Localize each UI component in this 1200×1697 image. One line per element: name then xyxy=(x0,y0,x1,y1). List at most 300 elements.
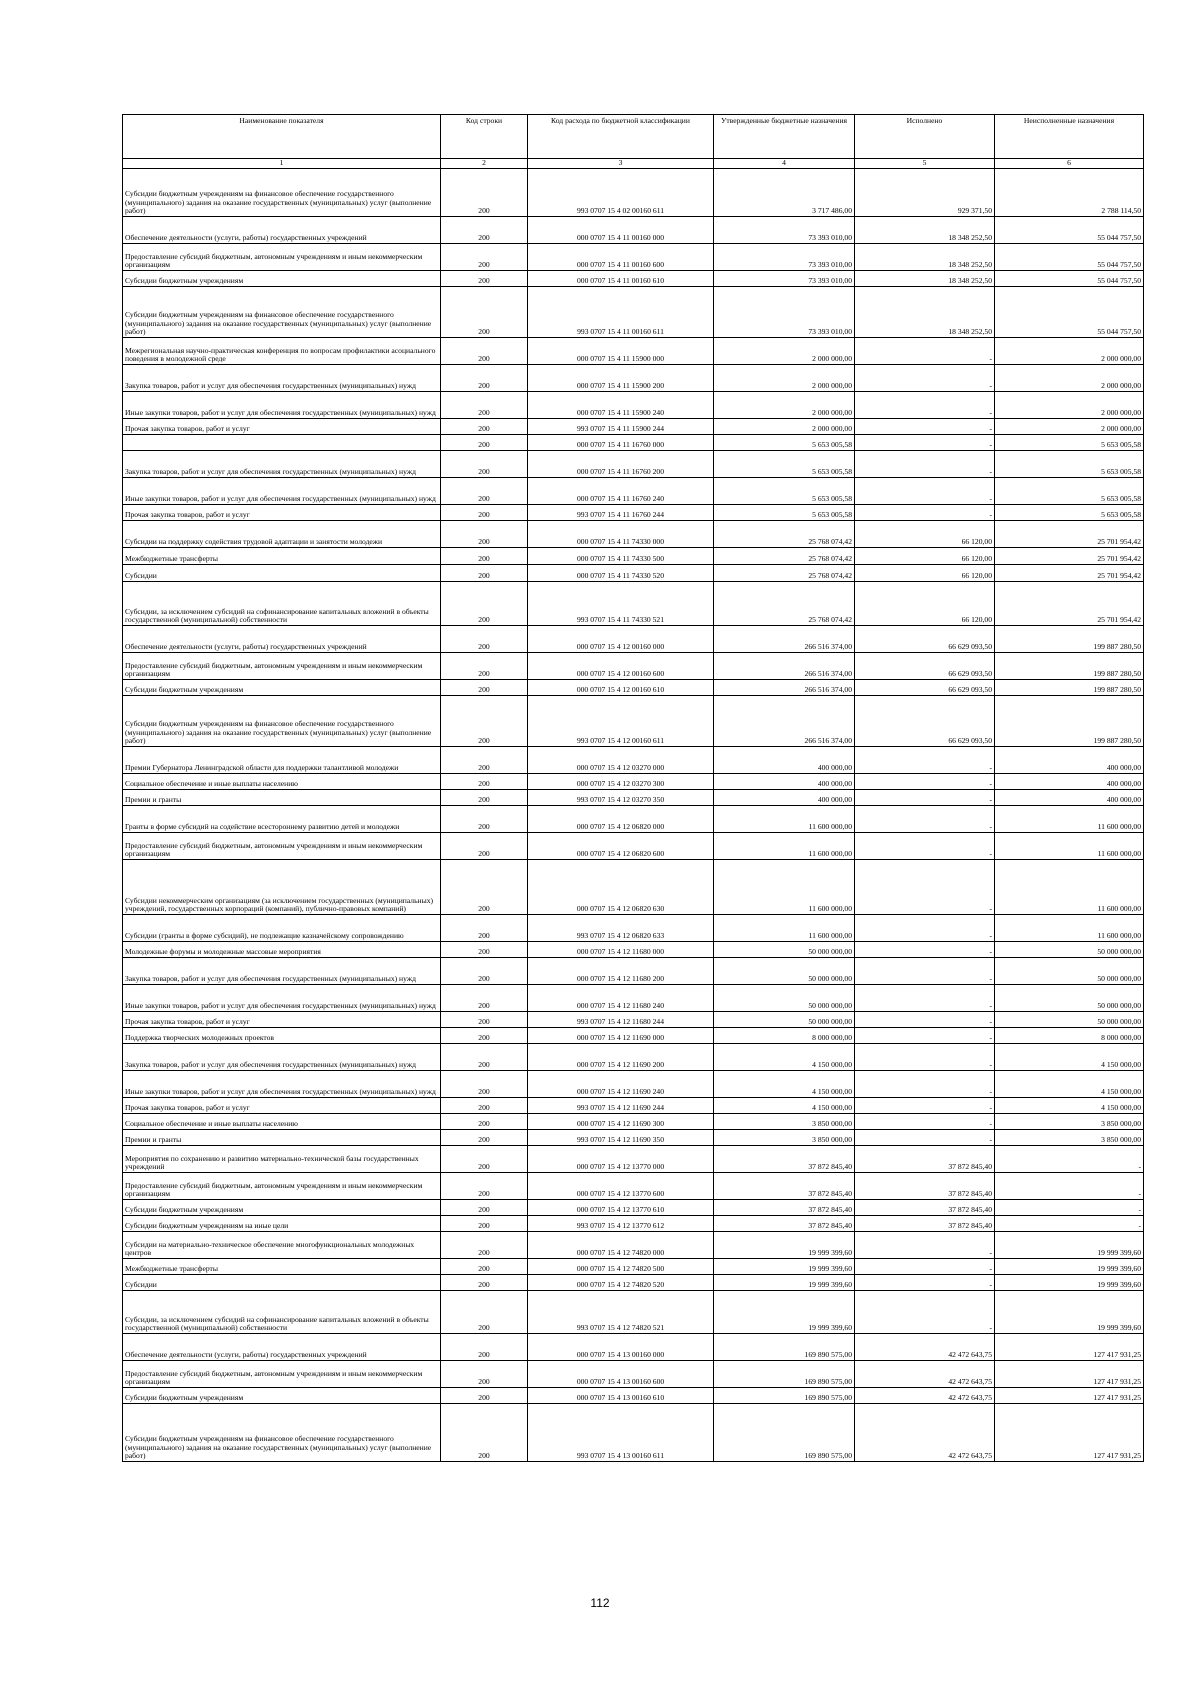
row-executed-amount: - xyxy=(855,747,995,774)
row-executed-amount: - xyxy=(855,451,995,478)
table-row xyxy=(123,626,1144,653)
table-row xyxy=(123,1259,1144,1275)
row-indicator-name: Закупка товаров, работ и услуг для обеспечения государственных (муниципальных) нужд xyxy=(123,365,441,392)
table-row xyxy=(123,1334,1144,1361)
row-executed-amount: - xyxy=(855,1028,995,1044)
row-approved-amount: 73 393 010,00 xyxy=(714,217,855,244)
row-unexecuted-amount: 4 150 000,00 xyxy=(995,1071,1144,1098)
row-indicator-name: Прочая закупка товаров, работ и услуг xyxy=(123,1098,441,1114)
row-unexecuted-amount: 55 044 757,50 xyxy=(995,287,1144,338)
row-unexecuted-amount: 25 701 954,42 xyxy=(995,521,1144,548)
row-executed-amount: 929 371,50 xyxy=(855,169,995,217)
row-line-code: 200 xyxy=(441,451,528,478)
row-approved-amount: 37 872 845,40 xyxy=(714,1173,855,1200)
table-row xyxy=(123,338,1144,365)
table-body xyxy=(123,169,1144,1462)
row-unexecuted-amount: 25 701 954,42 xyxy=(995,582,1144,626)
row-approved-amount: 400 000,00 xyxy=(714,790,855,806)
table-row xyxy=(123,806,1144,833)
row-line-code: 200 xyxy=(441,271,528,287)
table-row xyxy=(123,1012,1144,1028)
table-row xyxy=(123,1098,1144,1114)
row-indicator-name: Межбюджетные трансферты xyxy=(123,548,441,565)
row-unexecuted-amount: 3 850 000,00 xyxy=(995,1130,1144,1146)
row-budget-classification-code: 000 0707 15 4 11 00160 610 xyxy=(528,271,714,287)
row-indicator-name: Субсидии, за исключением субсидий на софинансирование капитальных вложений в объекты государственной (муниципальной) собственности xyxy=(123,1291,441,1334)
row-indicator-name: Закупка товаров, работ и услуг для обеспечения государственных (муниципальных) нужд xyxy=(123,451,441,478)
table-row xyxy=(123,985,1144,1012)
row-indicator-name: Обеспечение деятельности (услуги, работы) государственных учреждений xyxy=(123,217,441,244)
row-indicator-name: Закупка товаров, работ и услуг для обеспечения государственных (муниципальных) нужд xyxy=(123,1044,441,1071)
row-indicator-name: Субсидии бюджетным учреждениям на финансовое обеспечение государственного (муниципального) задания на оказание государственных (муниципальных) услуг (выполнение работ) xyxy=(123,287,441,338)
row-indicator-name: Межбюджетные трансферты xyxy=(123,1259,441,1275)
row-unexecuted-amount: 25 701 954,42 xyxy=(995,565,1144,582)
row-line-code: 200 xyxy=(441,582,528,626)
row-line-code: 200 xyxy=(441,833,528,860)
row-indicator-name: Мероприятия по сохранению и развитию материально-технической базы государственных учреждений xyxy=(123,1146,441,1173)
row-indicator-name: Иные закупки товаров, работ и услуг для обеспечения государственных (муниципальных) нужд xyxy=(123,1071,441,1098)
row-approved-amount: 19 999 399,60 xyxy=(714,1275,855,1291)
table-row xyxy=(123,478,1144,505)
row-budget-classification-code: 000 0707 15 4 12 74820 520 xyxy=(528,1275,714,1291)
row-approved-amount: 73 393 010,00 xyxy=(714,244,855,271)
row-executed-amount: - xyxy=(855,392,995,419)
table-row xyxy=(123,1071,1144,1098)
table-row xyxy=(123,1361,1144,1388)
row-executed-amount: 18 348 252,50 xyxy=(855,244,995,271)
row-budget-classification-code: 000 0707 15 4 12 00160 000 xyxy=(528,626,714,653)
row-unexecuted-amount: - xyxy=(995,1146,1144,1173)
row-budget-classification-code: 000 0707 15 4 12 03270 300 xyxy=(528,774,714,790)
row-unexecuted-amount: 199 887 280,50 xyxy=(995,653,1144,680)
row-unexecuted-amount: - xyxy=(995,1173,1144,1200)
row-executed-amount: - xyxy=(855,419,995,435)
row-executed-amount: - xyxy=(855,985,995,1012)
table-row xyxy=(123,217,1144,244)
row-indicator-name: Предоставление субсидий бюджетным, автономным учреждениям и иным некоммерческим организациям xyxy=(123,653,441,680)
row-approved-amount: 169 890 575,00 xyxy=(714,1404,855,1462)
row-approved-amount: 11 600 000,00 xyxy=(714,860,855,915)
row-unexecuted-amount: 2 788 114,50 xyxy=(995,169,1144,217)
row-executed-amount: - xyxy=(855,860,995,915)
row-line-code: 200 xyxy=(441,565,528,582)
header-budget-classification-code: Код расхода по бюджетной классификации xyxy=(528,115,714,159)
row-approved-amount: 50 000 000,00 xyxy=(714,942,855,958)
row-unexecuted-amount: 11 600 000,00 xyxy=(995,833,1144,860)
row-approved-amount: 73 393 010,00 xyxy=(714,287,855,338)
row-approved-amount: 266 516 374,00 xyxy=(714,626,855,653)
table-row xyxy=(123,1200,1144,1216)
row-indicator-name: Субсидии бюджетным учреждениям xyxy=(123,271,441,287)
row-line-code: 200 xyxy=(441,774,528,790)
row-line-code: 200 xyxy=(441,217,528,244)
row-line-code: 200 xyxy=(441,169,528,217)
row-executed-amount: 66 120,00 xyxy=(855,582,995,626)
table-row xyxy=(123,696,1144,747)
row-unexecuted-amount: 199 887 280,50 xyxy=(995,626,1144,653)
row-line-code: 200 xyxy=(441,626,528,653)
table-row xyxy=(123,565,1144,582)
table-row xyxy=(123,1028,1144,1044)
row-budget-classification-code: 000 0707 15 4 12 11680 200 xyxy=(528,958,714,985)
row-approved-amount: 2 000 000,00 xyxy=(714,392,855,419)
row-budget-classification-code: 000 0707 15 4 11 16760 240 xyxy=(528,478,714,505)
row-budget-classification-code: 000 0707 15 4 12 11690 300 xyxy=(528,1114,714,1130)
row-approved-amount: 8 000 000,00 xyxy=(714,1028,855,1044)
row-indicator-name: Межрегиональная научно-практическая конференция по вопросам профилактики асоциального поведения в молодежной среде xyxy=(123,338,441,365)
row-approved-amount: 25 768 074,42 xyxy=(714,548,855,565)
row-unexecuted-amount: 50 000 000,00 xyxy=(995,1012,1144,1028)
row-indicator-name: Иные закупки товаров, работ и услуг для обеспечения государственных (муниципальных) нужд xyxy=(123,478,441,505)
row-indicator-name: Субсидии xyxy=(123,1275,441,1291)
row-executed-amount: - xyxy=(855,1130,995,1146)
header-approved-appropriations: Утвержденные бюджетные назначения xyxy=(714,115,855,159)
row-unexecuted-amount: 127 417 931,25 xyxy=(995,1388,1144,1404)
row-executed-amount: 42 472 643,75 xyxy=(855,1404,995,1462)
row-approved-amount: 19 999 399,60 xyxy=(714,1232,855,1259)
table-row xyxy=(123,1114,1144,1130)
row-line-code: 200 xyxy=(441,653,528,680)
row-unexecuted-amount: 55 044 757,50 xyxy=(995,217,1144,244)
table-row xyxy=(123,1388,1144,1404)
column-number: 1 xyxy=(123,159,441,169)
row-unexecuted-amount: 5 653 005,58 xyxy=(995,451,1144,478)
row-line-code: 200 xyxy=(441,915,528,942)
table-row xyxy=(123,582,1144,626)
row-budget-classification-code: 000 0707 15 4 12 06820 630 xyxy=(528,860,714,915)
row-indicator-name: Прочая закупка товаров, работ и услуг xyxy=(123,505,441,521)
row-line-code: 200 xyxy=(441,505,528,521)
row-budget-classification-code: 000 0707 15 4 12 13770 600 xyxy=(528,1173,714,1200)
row-approved-amount: 400 000,00 xyxy=(714,774,855,790)
row-budget-classification-code: 000 0707 15 4 13 00160 600 xyxy=(528,1361,714,1388)
table-row xyxy=(123,451,1144,478)
row-budget-classification-code: 000 0707 15 4 12 13770 610 xyxy=(528,1200,714,1216)
row-indicator-name: Субсидии бюджетным учреждениям xyxy=(123,1200,441,1216)
row-budget-classification-code: 000 0707 15 4 11 74330 520 xyxy=(528,565,714,582)
row-executed-amount: 42 472 643,75 xyxy=(855,1361,995,1388)
table-row xyxy=(123,392,1144,419)
row-line-code: 200 xyxy=(441,1259,528,1275)
row-line-code: 200 xyxy=(441,1098,528,1114)
row-unexecuted-amount: 55 044 757,50 xyxy=(995,271,1144,287)
table-row xyxy=(123,271,1144,287)
row-indicator-name: Субсидии бюджетным учреждениям xyxy=(123,680,441,696)
row-budget-classification-code: 000 0707 15 4 13 00160 610 xyxy=(528,1388,714,1404)
table-row xyxy=(123,860,1144,915)
row-line-code: 200 xyxy=(441,860,528,915)
row-approved-amount: 3 717 486,00 xyxy=(714,169,855,217)
row-unexecuted-amount: 50 000 000,00 xyxy=(995,942,1144,958)
row-line-code: 200 xyxy=(441,1071,528,1098)
row-unexecuted-amount: 11 600 000,00 xyxy=(995,915,1144,942)
row-indicator-name: Премии Губернатора Ленинградской области для поддержки талантливой молодежи xyxy=(123,747,441,774)
row-unexecuted-amount: 2 000 000,00 xyxy=(995,338,1144,365)
row-budget-classification-code: 000 0707 15 4 13 00160 000 xyxy=(528,1334,714,1361)
row-executed-amount: 66 629 093,50 xyxy=(855,626,995,653)
row-line-code: 200 xyxy=(441,985,528,1012)
row-executed-amount: 37 872 845,40 xyxy=(855,1173,995,1200)
row-budget-classification-code: 000 0707 15 4 12 11690 240 xyxy=(528,1071,714,1098)
row-indicator-name: Социальное обеспечение и иные выплаты населению xyxy=(123,1114,441,1130)
row-budget-classification-code: 000 0707 15 4 12 06820 600 xyxy=(528,833,714,860)
row-approved-amount: 50 000 000,00 xyxy=(714,958,855,985)
row-approved-amount: 4 150 000,00 xyxy=(714,1071,855,1098)
header-unexecuted-appropriations: Неисполненные назначения xyxy=(995,115,1144,159)
row-executed-amount: - xyxy=(855,1012,995,1028)
row-indicator-name: Субсидии бюджетным учреждениям на финансовое обеспечение государственного (муниципального) задания на оказание государственных (муниципальных) услуг (выполнение работ) xyxy=(123,169,441,217)
row-executed-amount: 37 872 845,40 xyxy=(855,1216,995,1232)
row-budget-classification-code: 993 0707 15 4 12 11690 244 xyxy=(528,1098,714,1114)
table-header-row xyxy=(123,115,1144,159)
row-indicator-name: Предоставление субсидий бюджетным, автономным учреждениям и иным некоммерческим организациям xyxy=(123,244,441,271)
row-executed-amount: - xyxy=(855,338,995,365)
row-unexecuted-amount: 400 000,00 xyxy=(995,790,1144,806)
row-line-code: 200 xyxy=(441,478,528,505)
row-approved-amount: 169 890 575,00 xyxy=(714,1388,855,1404)
row-budget-classification-code: 993 0707 15 4 12 13770 612 xyxy=(528,1216,714,1232)
row-approved-amount: 266 516 374,00 xyxy=(714,680,855,696)
row-budget-classification-code: 000 0707 15 4 11 16760 000 xyxy=(528,435,714,451)
row-indicator-name: Субсидии (гранты в форме субсидий), не подлежащие казначейскому сопровождению xyxy=(123,915,441,942)
row-indicator-name: Обеспечение деятельности (услуги, работы) государственных учреждений xyxy=(123,1334,441,1361)
row-indicator-name: Предоставление субсидий бюджетным, автономным учреждениям и иным некоммерческим организациям xyxy=(123,1173,441,1200)
table-row xyxy=(123,1216,1144,1232)
table-row xyxy=(123,521,1144,548)
table-row xyxy=(123,942,1144,958)
row-budget-classification-code: 993 0707 15 4 11 15900 244 xyxy=(528,419,714,435)
row-executed-amount: - xyxy=(855,942,995,958)
row-approved-amount: 5 653 005,58 xyxy=(714,435,855,451)
row-line-code: 200 xyxy=(441,1291,528,1334)
row-unexecuted-amount: 19 999 399,60 xyxy=(995,1232,1144,1259)
row-line-code: 200 xyxy=(441,365,528,392)
row-line-code: 200 xyxy=(441,338,528,365)
row-line-code: 200 xyxy=(441,435,528,451)
table-row xyxy=(123,1232,1144,1259)
row-budget-classification-code: 993 0707 15 4 11 74330 521 xyxy=(528,582,714,626)
row-approved-amount: 37 872 845,40 xyxy=(714,1216,855,1232)
table-row xyxy=(123,1146,1144,1173)
header-line-code: Код строки xyxy=(441,115,528,159)
row-unexecuted-amount: 25 701 954,42 xyxy=(995,548,1144,565)
table-row xyxy=(123,1130,1144,1146)
row-indicator-name: Гранты в форме субсидий на содействие всестороннему развитию детей и молодежи xyxy=(123,806,441,833)
row-line-code: 200 xyxy=(441,806,528,833)
page-number: 112 xyxy=(590,1596,610,1610)
row-executed-amount: 66 120,00 xyxy=(855,548,995,565)
table-row xyxy=(123,1275,1144,1291)
row-unexecuted-amount: 19 999 399,60 xyxy=(995,1291,1144,1334)
row-executed-amount: 18 348 252,50 xyxy=(855,287,995,338)
row-unexecuted-amount: 127 417 931,25 xyxy=(995,1334,1144,1361)
column-number: 2 xyxy=(441,159,528,169)
row-unexecuted-amount: 11 600 000,00 xyxy=(995,806,1144,833)
row-indicator-name: Иные закупки товаров, работ и услуг для обеспечения государственных (муниципальных) нужд xyxy=(123,985,441,1012)
row-indicator-name: Социальное обеспечение и иные выплаты населению xyxy=(123,774,441,790)
table-row xyxy=(123,1291,1144,1334)
row-indicator-name: Субсидии бюджетным учреждениям на иные цели xyxy=(123,1216,441,1232)
row-unexecuted-amount: 55 044 757,50 xyxy=(995,244,1144,271)
row-line-code: 200 xyxy=(441,1012,528,1028)
row-line-code: 200 xyxy=(441,1275,528,1291)
table-row xyxy=(123,365,1144,392)
row-indicator-name: Субсидии на материально-техническое обеспечение многофункциональных молодежных центров xyxy=(123,1232,441,1259)
row-indicator-name: Премии и гранты xyxy=(123,790,441,806)
row-unexecuted-amount: 199 887 280,50 xyxy=(995,680,1144,696)
row-unexecuted-amount: 5 653 005,58 xyxy=(995,478,1144,505)
row-budget-classification-code: 000 0707 15 4 11 15900 200 xyxy=(528,365,714,392)
row-indicator-name: Субсидии бюджетным учреждениям на финансовое обеспечение государственного (муниципального) задания на оказание государственных (муниципальных) услуг (выполнение работ) xyxy=(123,696,441,747)
row-executed-amount: - xyxy=(855,1114,995,1130)
row-indicator-name: Премии и гранты xyxy=(123,1130,441,1146)
row-unexecuted-amount: 11 600 000,00 xyxy=(995,860,1144,915)
row-approved-amount: 73 393 010,00 xyxy=(714,271,855,287)
row-executed-amount: 66 629 093,50 xyxy=(855,696,995,747)
table-row xyxy=(123,548,1144,565)
row-executed-amount: - xyxy=(855,915,995,942)
row-executed-amount: - xyxy=(855,505,995,521)
table-row xyxy=(123,915,1144,942)
row-executed-amount: - xyxy=(855,478,995,505)
row-unexecuted-amount: 19 999 399,60 xyxy=(995,1259,1144,1275)
row-budget-classification-code: 000 0707 15 4 11 00160 000 xyxy=(528,217,714,244)
row-approved-amount: 2 000 000,00 xyxy=(714,419,855,435)
row-line-code: 200 xyxy=(441,680,528,696)
row-line-code: 200 xyxy=(441,1130,528,1146)
row-line-code: 200 xyxy=(441,1028,528,1044)
row-executed-amount: - xyxy=(855,833,995,860)
row-approved-amount: 169 890 575,00 xyxy=(714,1334,855,1361)
row-line-code: 200 xyxy=(441,1216,528,1232)
row-budget-classification-code: 993 0707 15 4 12 11680 244 xyxy=(528,1012,714,1028)
table-row xyxy=(123,653,1144,680)
row-executed-amount: 66 629 093,50 xyxy=(855,653,995,680)
row-approved-amount: 37 872 845,40 xyxy=(714,1146,855,1173)
row-unexecuted-amount: 2 000 000,00 xyxy=(995,392,1144,419)
row-budget-classification-code: 000 0707 15 4 11 00160 600 xyxy=(528,244,714,271)
row-executed-amount: - xyxy=(855,774,995,790)
row-budget-classification-code: 000 0707 15 4 12 03270 000 xyxy=(528,747,714,774)
row-approved-amount: 3 850 000,00 xyxy=(714,1130,855,1146)
column-number: 5 xyxy=(855,159,995,169)
row-executed-amount: - xyxy=(855,1071,995,1098)
row-approved-amount: 169 890 575,00 xyxy=(714,1361,855,1388)
row-budget-classification-code: 993 0707 15 4 12 03270 350 xyxy=(528,790,714,806)
row-budget-classification-code: 000 0707 15 4 12 11690 200 xyxy=(528,1044,714,1071)
row-approved-amount: 5 653 005,58 xyxy=(714,505,855,521)
row-budget-classification-code: 993 0707 15 4 12 74820 521 xyxy=(528,1291,714,1334)
row-executed-amount: 42 472 643,75 xyxy=(855,1388,995,1404)
table-row xyxy=(123,244,1144,271)
row-approved-amount: 5 653 005,58 xyxy=(714,451,855,478)
row-unexecuted-amount: 4 150 000,00 xyxy=(995,1098,1144,1114)
row-budget-classification-code: 000 0707 15 4 11 74330 000 xyxy=(528,521,714,548)
row-line-code: 200 xyxy=(441,548,528,565)
row-executed-amount: - xyxy=(855,1259,995,1275)
row-line-code: 200 xyxy=(441,1334,528,1361)
row-unexecuted-amount: 8 000 000,00 xyxy=(995,1028,1144,1044)
column-number: 4 xyxy=(714,159,855,169)
row-executed-amount: - xyxy=(855,1275,995,1291)
row-budget-classification-code: 000 0707 15 4 12 74820 500 xyxy=(528,1259,714,1275)
row-executed-amount: 66 120,00 xyxy=(855,565,995,582)
column-number: 3 xyxy=(528,159,714,169)
row-budget-classification-code: 993 0707 15 4 12 06820 633 xyxy=(528,915,714,942)
row-indicator-name: Поддержка творческих молодежных проектов xyxy=(123,1028,441,1044)
row-line-code: 200 xyxy=(441,419,528,435)
row-unexecuted-amount: 50 000 000,00 xyxy=(995,985,1144,1012)
row-budget-classification-code: 993 0707 15 4 12 11690 350 xyxy=(528,1130,714,1146)
row-approved-amount: 5 653 005,58 xyxy=(714,478,855,505)
row-executed-amount: - xyxy=(855,1098,995,1114)
row-approved-amount: 11 600 000,00 xyxy=(714,833,855,860)
row-unexecuted-amount: 127 417 931,25 xyxy=(995,1404,1144,1462)
row-line-code: 200 xyxy=(441,287,528,338)
row-unexecuted-amount: 19 999 399,60 xyxy=(995,1275,1144,1291)
table-row xyxy=(123,1173,1144,1200)
row-unexecuted-amount: 400 000,00 xyxy=(995,747,1144,774)
row-indicator-name: Закупка товаров, работ и услуг для обеспечения государственных (муниципальных) нужд xyxy=(123,958,441,985)
row-executed-amount: - xyxy=(855,365,995,392)
budget-execution-table xyxy=(122,114,1144,1462)
row-indicator-name: Субсидии на поддержку содействия трудовой адаптации и занятости молодежи xyxy=(123,521,441,548)
row-unexecuted-amount: 4 150 000,00 xyxy=(995,1044,1144,1071)
row-budget-classification-code: 000 0707 15 4 12 74820 000 xyxy=(528,1232,714,1259)
row-line-code: 200 xyxy=(441,1173,528,1200)
column-number-row xyxy=(123,159,1144,169)
row-approved-amount: 50 000 000,00 xyxy=(714,985,855,1012)
table-row xyxy=(123,287,1144,338)
header-executed: Исполнено xyxy=(855,115,995,159)
row-executed-amount: 18 348 252,50 xyxy=(855,217,995,244)
row-budget-classification-code: 993 0707 15 4 13 00160 611 xyxy=(528,1404,714,1462)
row-approved-amount: 11 600 000,00 xyxy=(714,806,855,833)
row-approved-amount: 25 768 074,42 xyxy=(714,521,855,548)
row-indicator-name: Субсидии, за исключением субсидий на софинансирование капитальных вложений в объекты государственной (муниципальной) собственности xyxy=(123,582,441,626)
row-line-code: 200 xyxy=(441,1361,528,1388)
table-row xyxy=(123,419,1144,435)
row-line-code: 200 xyxy=(441,1044,528,1071)
row-indicator-name: Субсидии некоммерческим организациям (за исключением государственных (муниципальных) учреждений, государственных корпораций (компаний), публично-правовых компаний) xyxy=(123,860,441,915)
row-indicator-name: Субсидии бюджетным учреждениям xyxy=(123,1388,441,1404)
table-row xyxy=(123,747,1144,774)
row-approved-amount: 50 000 000,00 xyxy=(714,1012,855,1028)
row-approved-amount: 2 000 000,00 xyxy=(714,365,855,392)
column-number: 6 xyxy=(995,159,1144,169)
row-executed-amount: 18 348 252,50 xyxy=(855,271,995,287)
row-approved-amount: 4 150 000,00 xyxy=(714,1098,855,1114)
row-budget-classification-code: 993 0707 15 4 11 00160 611 xyxy=(528,287,714,338)
row-indicator-name: Предоставление субсидий бюджетным, автономным учреждениям и иным некоммерческим организациям xyxy=(123,1361,441,1388)
row-approved-amount: 37 872 845,40 xyxy=(714,1200,855,1216)
table-row xyxy=(123,435,1144,451)
row-unexecuted-amount: 5 653 005,58 xyxy=(995,435,1144,451)
table-row xyxy=(123,1404,1144,1462)
row-indicator-name xyxy=(123,435,441,451)
row-approved-amount: 19 999 399,60 xyxy=(714,1259,855,1275)
row-executed-amount: - xyxy=(855,790,995,806)
table-row xyxy=(123,774,1144,790)
table-row xyxy=(123,505,1144,521)
row-line-code: 200 xyxy=(441,958,528,985)
row-executed-amount: - xyxy=(855,1232,995,1259)
table-row xyxy=(123,833,1144,860)
row-indicator-name: Прочая закупка товаров, работ и услуг xyxy=(123,419,441,435)
row-budget-classification-code: 000 0707 15 4 11 15900 000 xyxy=(528,338,714,365)
row-executed-amount: 37 872 845,40 xyxy=(855,1146,995,1173)
row-indicator-name: Иные закупки товаров, работ и услуг для обеспечения государственных (муниципальных) нужд xyxy=(123,392,441,419)
